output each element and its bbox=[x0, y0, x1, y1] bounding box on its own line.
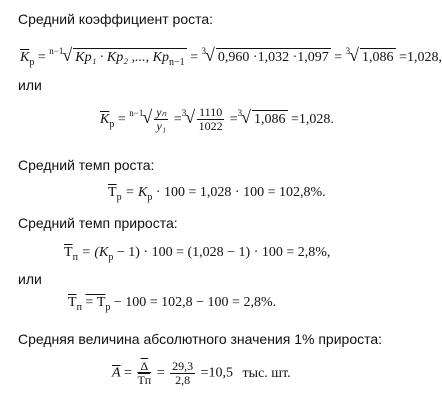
coef-symbol: $\overline{K}$ bbox=[100, 112, 110, 127]
abs-symbol: $\overline{A}$ bbox=[112, 365, 121, 381]
coef-subscript: р bbox=[109, 119, 115, 130]
equals-sign-2: = bbox=[173, 112, 182, 127]
coef-subscript: р bbox=[29, 57, 35, 68]
gain-subscript: п bbox=[72, 252, 78, 263]
unit-label: тыс. шт. bbox=[242, 365, 291, 381]
fraction-denominator: 2,8 bbox=[175, 373, 191, 387]
cube-index: 3 bbox=[201, 46, 207, 56]
equation-growth-coefficient-product bbox=[20, 42, 442, 72]
root-index: n−1 bbox=[49, 46, 64, 56]
radicand-factors: р₁ · Kр₂ ,..., Kр bbox=[84, 50, 169, 65]
radical-icon: √ bbox=[142, 107, 153, 127]
heading-avg-growth-rate: Средний темп роста: bbox=[18, 157, 155, 173]
fraction-numerator: yₙ bbox=[156, 105, 167, 120]
equation-abs-value bbox=[112, 360, 291, 387]
equals-sign-2: = bbox=[156, 365, 165, 381]
radicand-values: 0,960 ·1,032 ·1,097 bbox=[217, 50, 329, 65]
cube-index: 3 bbox=[181, 108, 187, 118]
heading-or-1: или bbox=[18, 77, 42, 93]
fraction-yn-y1 bbox=[154, 106, 168, 133]
fraction-numerator: $\overline{\Delta}$ bbox=[140, 359, 149, 373]
fraction-denominator: Tп bbox=[137, 373, 152, 387]
expression: = K bbox=[125, 185, 148, 200]
heading-avg-gain-rate: Средний темп прироста: bbox=[18, 215, 178, 231]
cube-index-2: 3 bbox=[345, 46, 351, 56]
fraction-values bbox=[197, 106, 224, 133]
fraction-numerator: 1110 bbox=[199, 105, 223, 120]
equals-sign-2: = bbox=[190, 50, 202, 65]
heading-or-2: или bbox=[18, 271, 42, 287]
gain-symbol: $\overline{T}$ bbox=[68, 295, 77, 310]
result-value: =10,5 bbox=[200, 365, 234, 381]
result-value: =1,028. bbox=[291, 112, 334, 127]
radicand bbox=[73, 48, 186, 72]
expression-subscript: р bbox=[108, 252, 114, 263]
radical-icon: √ bbox=[349, 45, 360, 65]
expression-tail: − 100 = 102,8 − 100 = 2,8%. bbox=[113, 295, 277, 310]
gain-symbol: $\overline{T}$ bbox=[64, 245, 73, 260]
expression: = (K bbox=[81, 245, 109, 260]
radicand-value-2: 1,086 bbox=[362, 50, 394, 65]
fraction-denominator: 1022 bbox=[198, 119, 223, 134]
expression-tail: · 100 = 1,028 · 100 = 102,8%. bbox=[155, 185, 326, 200]
equals-sign: = bbox=[37, 50, 50, 65]
equation-growth-rate bbox=[108, 184, 326, 207]
expression-subscript: р bbox=[105, 302, 111, 313]
radical-icon: √ bbox=[62, 45, 73, 65]
radical-icon: √ bbox=[185, 107, 196, 127]
expression: = T bbox=[85, 295, 106, 310]
radicand-last-sub: n−1 bbox=[168, 57, 185, 68]
gain-subscript: п bbox=[76, 302, 82, 313]
expression-tail: − 1) · 100 = (1,028 − 1) · 100 = 2,8%, bbox=[116, 245, 331, 260]
result-value: =1,028, bbox=[399, 50, 442, 65]
rate-subscript: р bbox=[116, 192, 122, 203]
heading-abs-value-1pct: Средняя величина абсолютного значения 1% прироста: bbox=[18, 331, 383, 347]
coef-symbol: $\overline{K}$ bbox=[20, 50, 30, 65]
equation-gain-rate bbox=[64, 244, 330, 267]
equation-growth-coefficient-ratio bbox=[100, 104, 334, 134]
radicand-value-2: 1,086 bbox=[254, 112, 286, 127]
equation-gain-rate-alt bbox=[68, 294, 276, 317]
rate-symbol: $\overline{T}$ bbox=[108, 185, 117, 200]
equals-sign-3: = bbox=[229, 112, 238, 127]
fraction-symbols bbox=[137, 360, 151, 387]
fraction-values bbox=[170, 360, 195, 387]
radical-icon: √ bbox=[241, 107, 252, 127]
root-index: n−1 bbox=[129, 108, 144, 118]
heading-avg-growth-coefficient: Средний коэффициент роста: bbox=[18, 11, 214, 27]
fraction-denominator: y₁ bbox=[156, 119, 167, 134]
radicand-symbol: K bbox=[75, 50, 85, 65]
cube-index-2: 3 bbox=[237, 108, 243, 118]
equals-sign: = bbox=[124, 365, 132, 381]
equals-sign: = bbox=[117, 112, 126, 127]
fraction-numerator: 29,3 bbox=[172, 359, 194, 373]
expression-subscript: р bbox=[147, 192, 153, 203]
equals-sign-3: = bbox=[334, 50, 346, 65]
radical-icon: √ bbox=[205, 45, 215, 65]
